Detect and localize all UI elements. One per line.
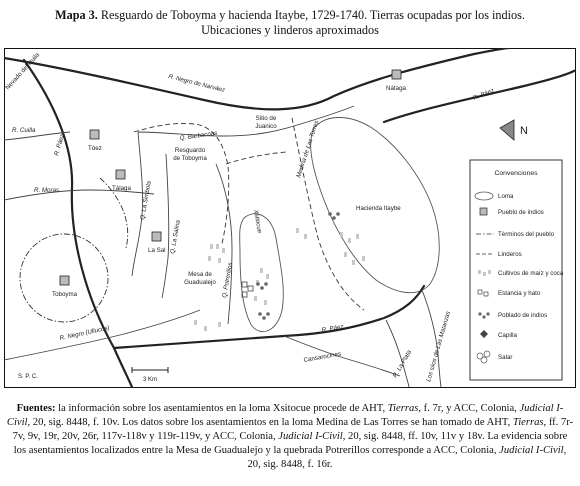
sources-text-2: , f. 7r, y ACC, Colonia,	[418, 403, 520, 414]
label-mesa-line2: Guadualejo	[184, 279, 216, 286]
legend-label-terms: Términos del pueblo	[498, 231, 555, 238]
sources-text-5: , 20, sig. 8448, ff. 10v, 11v y 18v. La evidencia sobre los asentamientos localizados entre la Mesa de Guadualejo y la quebrada Potrerillos corresponde a ACC, Colonia,	[13, 431, 568, 456]
village-nataga	[392, 70, 401, 79]
legend-label-salt: Salar	[498, 354, 513, 361]
map-caption	[0, 8, 580, 38]
label-barbacoas: Q. Barbacoas	[179, 129, 218, 142]
label-nevado: Nevado del Huila	[4, 51, 42, 92]
label-mesa-line1: Mesa de	[188, 271, 212, 278]
label-resguardo-line1: Resguardo	[174, 147, 206, 154]
sources-italic-4: Judicial I-Civil	[278, 431, 343, 442]
label-la-plata: R. La Plata	[391, 348, 414, 379]
map-credit: S. P. C.	[18, 374, 38, 380]
label-talaga: Tálaga	[112, 185, 131, 192]
sources-italic-1: Tierras	[387, 403, 419, 414]
sources-italic-5: Judicial I-Civil	[499, 445, 564, 456]
legend-label-village: Pueblo de indios	[498, 209, 544, 216]
sources-italic-3: Tierras	[512, 417, 544, 428]
label-paez-bottom: R. Páez	[321, 323, 345, 334]
label-toez: Tóez	[88, 145, 102, 152]
label-negro-ullucos: R. Negro (Ullucos)	[58, 324, 111, 342]
sources-text-1: la información sobre los asentamientos en la loma Xsitocue procede de AHT,	[58, 403, 388, 414]
legend-label-chapel: Capilla	[498, 332, 517, 339]
label-hacienda: Hacienda Itaybe	[356, 205, 401, 212]
village-talaga	[116, 170, 125, 179]
label-nataga: Nátaga	[386, 85, 406, 92]
legend-label-lindero: Linderos	[498, 251, 522, 258]
label-la-sal: La Sal	[148, 247, 166, 254]
sources-text-4: , ff. 7r-7v, 9v, 19r, 20v, 26r, 117v-118v y 119r-119v, y ACC, Colonia,	[12, 417, 574, 442]
legend-label-ranch: Estancia y hato	[498, 290, 541, 297]
label-resguardo-line2: de Toboyma	[173, 155, 207, 162]
sources-text-6: , 20, sig. 8448, f. 16r.	[247, 445, 567, 470]
label-toboyma: Toboyma	[52, 291, 78, 298]
label-medina: Medina de Las Torres	[295, 119, 321, 179]
north-label: N	[520, 125, 528, 137]
legend-title: Convenciones	[494, 170, 538, 177]
legend-label-crops: Cultivos de maíz y coca	[498, 270, 564, 277]
label-matanzas: Los siios de Las Matanzas	[425, 310, 453, 383]
caption-line2: Ubicaciones y linderos aproximados	[201, 23, 379, 37]
village-la-sal	[152, 232, 161, 241]
label-paez-left: R. Páez	[53, 133, 66, 157]
caption-prefix: Mapa 3.	[55, 8, 98, 22]
label-xsitocue: Xsitocue	[252, 209, 264, 234]
label-paez-right: R. Páez	[472, 87, 496, 102]
label-cansarocines: Cansarocines	[303, 350, 342, 364]
label-moras: R. Moras	[34, 187, 60, 194]
label-salina: Q. La Salina	[169, 219, 182, 255]
sources-text-3: , 20, sig. 8448, f. 10v. Los datos sobre los asentamientos en la loma Medina de Las Torres se han tomado de AHT,	[27, 417, 513, 428]
label-negro-narvaez: R. Negro de Narváez	[167, 73, 226, 95]
sources-italic-2: Judicial I-Civil	[6, 403, 564, 428]
village-toez	[90, 130, 99, 139]
sources-note	[6, 402, 574, 472]
caption-line1: Resguardo de Toboyma y hacienda Itaybe, 1729-1740. Tierras ocupadas por los indios.	[100, 8, 525, 22]
label-potrerillos: Q. Potrerillos	[221, 261, 235, 299]
label-cuilla: R. Cuilla	[12, 127, 36, 134]
village-toboyma	[60, 276, 69, 285]
historical-map	[4, 48, 576, 388]
village-square-icon	[480, 208, 487, 215]
label-sitio-line2: Juanico	[255, 123, 277, 130]
legend-label-hill: Loma	[498, 193, 514, 200]
label-sitio-line1: Sitio de	[255, 115, 277, 122]
legend-label-settlement: Poblado de indios	[498, 312, 548, 319]
sources-label: Fuentes:	[16, 403, 56, 414]
label-simbola: Q. La Simbola	[139, 180, 153, 221]
scale-label: 3 Km	[142, 377, 158, 383]
